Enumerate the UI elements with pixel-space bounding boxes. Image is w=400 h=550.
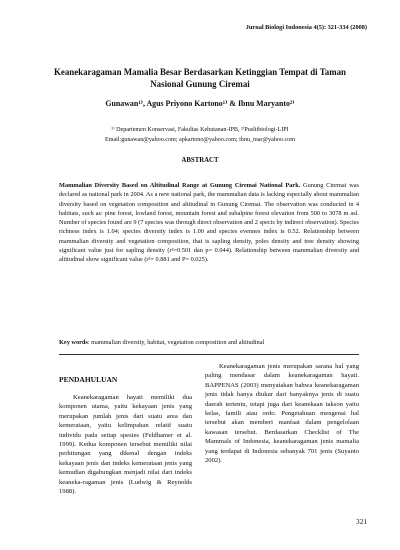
- keywords-label: Key words: [59, 339, 88, 346]
- section-heading: PENDAHULUAN: [59, 375, 118, 384]
- page-number: 321: [356, 517, 367, 526]
- abstract-text: [59, 181, 359, 265]
- abstract-lead: Mammalian Diversity Based on Altitudinal Range at Gunung Ciremai National Park.: [59, 182, 301, 189]
- affiliation-departments: ¹⁾ Departemen Konservasi, Fakultas Kehutanan-IPB, ²⁾Puslitbiologi-LIPI: [111, 127, 289, 133]
- body-paragraph-right: Keanekaragaman jenis merupakan sarana hal yang paling mendasar dalam keanekaragaman hayati. BAPPENAS (2003) menyatakan bahwa keanekaragaman jenis tidak hanya diukur dari banyaknya jenis di suatu daerah tertentu, tetapi juga dari keanekaan takson yaitu kelas, famili atau ordo. Pengetahuan mengenai hal tersebut akan memberi manfaat dalam pengelolaan kawasan tersebut. Berdasarkan Checklist of The Mammals of Indonesia, keanekaragaman jenis mamalia yang terdapat di Indonesia sebanyak 701 jenis (Suyanto 2002).: [205, 363, 359, 465]
- affiliation-emails: Email:gunawan@yahoo.com; apkartono@yahoo.com; ibnu_mar@yahoo.com: [105, 137, 295, 143]
- paper-title: Keanekaragaman Mamalia Besar Berdasarkan Ketinggian Tempat di Taman Nasional Gunung Ciremai: [54, 67, 346, 89]
- abstract-heading: ABSTRACT: [181, 157, 219, 164]
- keywords: [59, 339, 359, 346]
- section-divider: [59, 354, 359, 355]
- affiliation: [40, 125, 360, 145]
- keywords-text: : mammalian diversity, habitat, vegetation composition and altitudinal: [87, 339, 265, 346]
- abstract-body: Gunung Ciremai was declared as national park in 2004. As a new national park, the mammalian data is lacking especially about mammalian diversity based on vegetation composition and altitudinal in Gunung Ciremai. The observation was conducted in 4 habitats, such as: pine forest, lowland forest, mountain forest and subalpine forest elevation from 500 to 3078 m asl. Number of species found are 9 (7 species was through direct observation and 2 specis by indirect observation). Species richness index is 1.04; species diversity index is 1.00 and species evennes index is 0.52. Relationship between mammalian diversity and vegetation composition, that is sapling density, poles density and tree density showing significant value just for sapling density (r²=0.501 dan p= 0.044). Relationship between mammalian diversity and altitudinal show significant value (r²= 0.881 and P= 0.025).: [59, 182, 359, 264]
- author-list: Gunawan¹⁾, Agus Priyono Kartono¹⁾ & Ibnu Maryanto²⁾: [105, 99, 295, 108]
- journal-citation: Jurnal Biologi Indonesia 4(5): 321-334 (2008): [245, 24, 367, 31]
- body-paragraph-left: Keanekaragaman hayati memiliki dua komponen utama, yaitu kekayaan jenis yang merupakan jumlah jenis dari suatu area dan kemerataan, yaitu kelimpahan relatif suatu individu pada setiap spesies (Feldhamer et al. 1999). Kedua komponen tersebut memiliki nilai perhitungan yang dikenal dengan indeks kekayaan jenis dan indeks kemerataan jenis yang kemudian digabungkan menjadi nilai dari indeks keaneka-ragaman jenis (Ludwig & Reynolds 1988).: [59, 394, 192, 496]
